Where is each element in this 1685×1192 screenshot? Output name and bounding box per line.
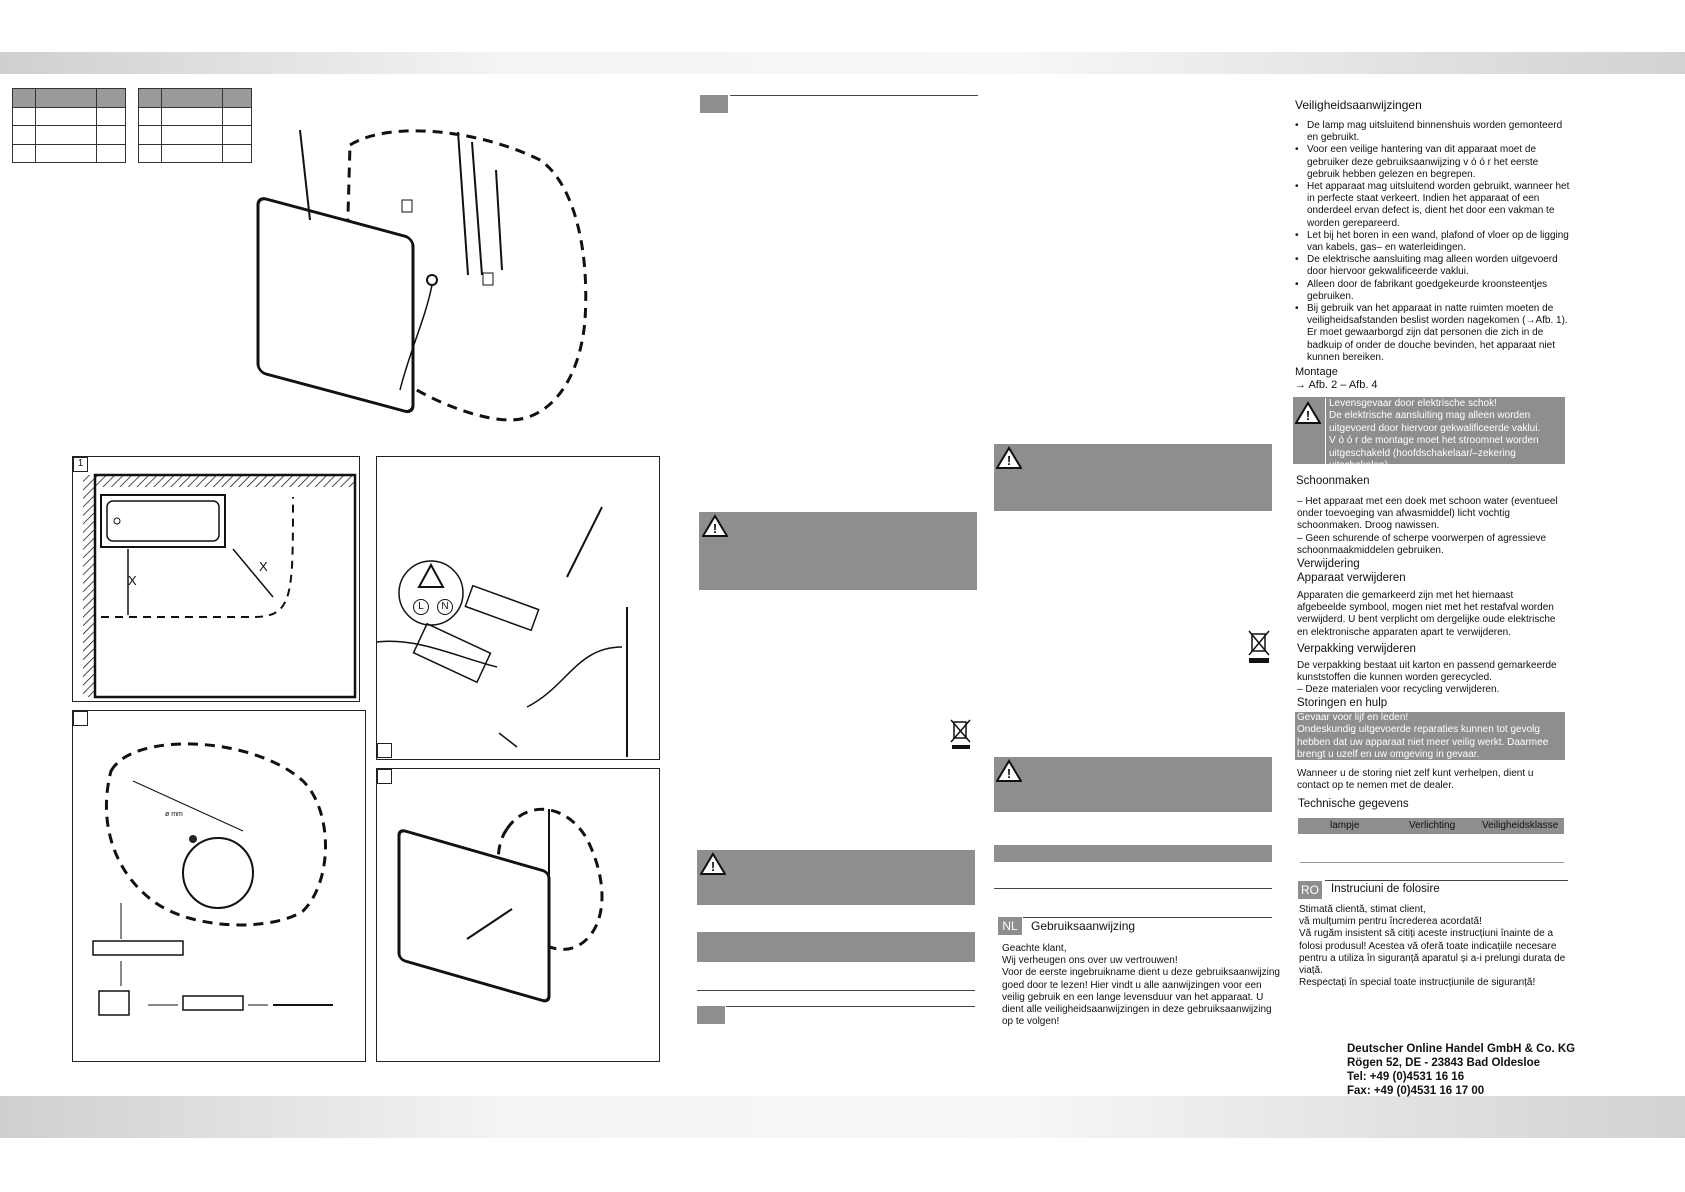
figure-3-drilling: [72, 710, 366, 1062]
parts-table-right: [138, 88, 252, 163]
col3-header-rule: [730, 95, 978, 96]
col4-warning-icon-1: [996, 446, 1022, 475]
nl-language-badge: NL: [998, 917, 1022, 935]
safety-list: [1294, 120, 1570, 364]
col4-rule-b: [1023, 917, 1272, 918]
figure-2-number-box: [377, 743, 392, 758]
weee-bin-icon: [1248, 628, 1270, 669]
clean-title: Schoonmaken: [1296, 475, 1370, 487]
safety-item: • De elektrische aansluiting mag alleen worden uitgevoerd door hiervoor gekwalificeerde vaklui.: [1294, 254, 1570, 278]
packaging-title: Verpakking verwijderen: [1297, 643, 1416, 655]
address-street: Rögen 52, DE - 23843 Bad Oldesloe: [1347, 1057, 1541, 1069]
col3-rule-b: [726, 1006, 975, 1007]
col4-warning-box-2: [994, 757, 1272, 812]
clean-text: – Het apparaat met een doek met schoon water (eventueel onder toevoeging van afwasmiddel) licht vochtig schoonmaken. Droog nawissen. – Geen schurende of scherpe voorwerpen of agressieve schoonmaakmiddelen gebruiken.: [1297, 496, 1558, 556]
ro-title: Instruciuni de folosire: [1331, 883, 1440, 895]
trouble-title: Storingen en hulp: [1297, 697, 1388, 709]
address-tel: Tel: +49 (0)4531 16 16: [1347, 1071, 1465, 1083]
col4-rule-a: [994, 888, 1272, 889]
tech-col-lampje: lampje: [1330, 820, 1360, 831]
address-company: Deutscher Online Handel GmbH & Co. KG: [1347, 1043, 1576, 1055]
device-disposal-title: Apparaat verwijderen: [1297, 572, 1406, 584]
fig1-x-label-1: X: [128, 573, 137, 588]
figure-4-mounting: [376, 768, 660, 1062]
nl-title: Gebruiksaanwijzing: [1031, 919, 1136, 933]
packaging-text: De verpakking bestaat uit karton en passend gemarkeerde kunststoffen die kunnen worden gerecycled. – Deze materialen voor recycling verwijderen.: [1297, 660, 1557, 696]
figure-3-number-box: [73, 711, 88, 726]
svg-text:!: !: [1006, 453, 1012, 468]
col3-warning-box-2: [697, 850, 975, 905]
trouble-warning-text: Gevaar voor lijf en leden! Ondeskundig uitgevoerde reparaties kunnen tot gevolg hebben dat uw apparaat niet meer veilig werkt. Daarmee brengt u uzelf en uw omgeving in gevaar.: [1297, 712, 1549, 761]
safety-item: • Het apparaat mag uitsluitend worden gebruikt, wanneer het in perfecte staat verkeert. Indien het apparaat of een onderdeel ervan defect is, dient het door een vakman te worden gerepareerd.: [1294, 181, 1570, 230]
overview-illustration: [240, 120, 620, 430]
fig2-N-label: N: [437, 599, 453, 615]
col3-gray-box-3: [697, 932, 975, 962]
ro-header-rule: [1325, 880, 1568, 881]
col3-rule-a: [697, 990, 975, 991]
montage-warning-icon: [1295, 401, 1321, 430]
tech-col-verlichting: Verlichting: [1409, 820, 1456, 831]
safety-item: • Voor een veilige hantering van dit apparaat moet de gebruiker deze gebruiksaanwijzing v ó ó r het eerste gebruik hebben gelezen en begrepen.: [1294, 144, 1570, 181]
tech-table-header: [1298, 818, 1564, 834]
nl-intro: Geachte klant, Wij verheugen ons over uw vertrouwen! Voor de eerste ingebruikname dient u deze gebruiksaanwijzing goed door te lezen! Hier vindt u alle aanwijzingen voor een veilig gebruik en een lange levensduur van het apparaat. U dient alle veiligheidsaanwijzingen in deze gebruiksaanwijzing op te volgen!: [1002, 943, 1280, 1028]
col3-weee-icon: [950, 716, 972, 755]
ro-intro: Stimată clientă, stimat client, vă mulțumim pentru încrederea acordată! Vă rugăm insistent să citiți aceste instrucțiuni înainte de a folosi produsul! Acestea vă oferă toate indicațiile necesare pentru a utiliza în siguranță aparatul și a-i prelungi durata de viață. Respectați în special toate instrucțiunile de siguranță!: [1299, 904, 1566, 989]
address-fax: Fax: +49 (0)4531 16 17 00: [1347, 1085, 1485, 1097]
trouble-text: Wanneer u de storing niet zelf kunt verhelpen, dient u contact op te nemen met de dealer.: [1297, 768, 1534, 792]
figure-1-number: 1: [73, 457, 88, 472]
disposal-title: Verwijdering: [1297, 558, 1360, 570]
col3-warning-icon-1: [702, 514, 728, 543]
svg-text:!: !: [1305, 408, 1311, 423]
tech-col-veiligheidsklasse: Veiligheidsklasse: [1482, 820, 1559, 831]
montage-ref: → Afb. 2 – Afb. 4: [1295, 379, 1378, 391]
address-block: [1347, 1042, 1577, 1098]
fig3-mm-label: ø mm: [165, 811, 183, 818]
ro-language-badge: RO: [1298, 881, 1322, 899]
tech-table-rule: [1300, 862, 1564, 863]
device-disposal-text: Apparaten die gemarkeerd zijn met het hiernaast afgebeelde symbool, mogen niet met het restafval worden verwijderd. U bent verplicht om dergelijke oude elektrische en elektronische apparaten apart te verwijderen.: [1297, 590, 1556, 638]
svg-text:!: !: [710, 859, 716, 874]
col3-warning-icon-2: [700, 852, 726, 881]
svg-text:!: !: [1006, 766, 1012, 781]
trouble-warning-box: [1295, 712, 1565, 760]
col4-warning-icon-2: [996, 759, 1022, 788]
safety-item: • Let bij het boren in een wand, plafond of vloer op de ligging van kabels, gas– en waterleidingen.: [1294, 230, 1570, 254]
fig1-x-label-2: X: [259, 559, 268, 574]
col3-warning-box-1: [699, 512, 977, 590]
safety-item: • Bij gebruik van het apparaat in natte ruimten moeten de veiligheidsafstanden beslist worden nagekomen (→Afb. 1). Er moet gewaarborgd zijn dat personen die zich in de badkuip of onder de douche bevinden, het apparaat niet kunnen bereiken.: [1294, 303, 1570, 364]
parts-table-left: [12, 88, 126, 163]
col4-gray-box: [994, 845, 1272, 862]
figure-4-number-box: [377, 769, 392, 784]
top-gradient-band: [0, 52, 1685, 74]
figure-2-wiring: [376, 456, 660, 760]
col4-warning-box-1: [994, 444, 1272, 511]
svg-text:!: !: [712, 521, 718, 536]
safety-item: • De lamp mag uitsluitend binnenshuis worden gemonteerd en gebruikt.: [1294, 120, 1570, 144]
fig2-L-label: L: [413, 599, 429, 615]
col3-header-box: [700, 95, 728, 113]
montage-warning-text: Levensgevaar door elektrische schok! De elektrische aansluiting mag alleen worden uitgevoerd door hiervoor gekwalificeerde vaklui. V ó ó r de montage moet het stroomnet worden uitgeschakeld (hoofdschakelaar/–zekering uitschakelen).: [1325, 398, 1567, 472]
montage-warning-box: [1293, 397, 1565, 472]
safety-item: • Alleen door de fabrikant goedgekeurde kroonsteentjes gebruiken.: [1294, 279, 1570, 303]
figure-1-bathroom-distance: [72, 456, 360, 702]
montage-title: Montage: [1295, 366, 1338, 378]
safety-title: Veiligheidsaanwijzingen: [1295, 98, 1422, 112]
bottom-gradient-band: [0, 1096, 1685, 1138]
tech-title: Technische gegevens: [1298, 798, 1409, 810]
col3-section-tab: [697, 1006, 725, 1024]
